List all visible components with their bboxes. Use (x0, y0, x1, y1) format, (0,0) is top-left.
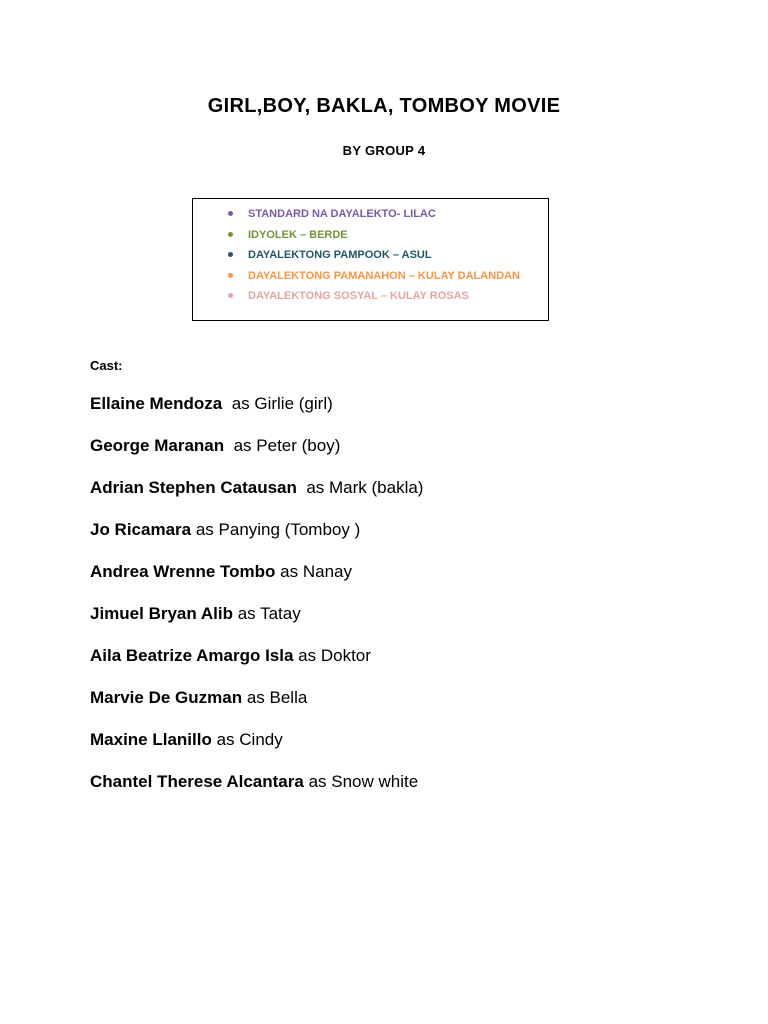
legend-item (193, 248, 520, 269)
cast-role: as Bella (242, 688, 308, 707)
bullet-icon (228, 273, 233, 278)
cast-actor-name: Jo Ricamara (90, 520, 192, 539)
document-subtitle: BY GROUP 4 (342, 143, 426, 158)
cast-actor-name: Adrian Stephen Catausan (90, 478, 297, 497)
cast-role: as Girlie (girl) (222, 394, 333, 413)
cast-role: as Snow white (303, 772, 419, 791)
cast-role: as Peter (boy) (224, 436, 341, 455)
cast-actor-name: Chantel Therese Alcantara (90, 772, 304, 791)
cast-row (90, 393, 423, 435)
legend-item (193, 207, 520, 228)
cast-role: as Nanay (275, 562, 352, 581)
legend-item-text: IDYOLEK – BERDE (248, 228, 348, 241)
cast-role: as Panying (Tomboy ) (191, 520, 361, 539)
cast-row (90, 519, 423, 561)
legend-item (193, 228, 520, 249)
bullet-icon (228, 293, 233, 298)
cast-role: as Doktor (293, 646, 371, 665)
legend-item (193, 269, 520, 290)
cast-row (90, 687, 423, 729)
cast-row (90, 771, 423, 813)
cast-row (90, 645, 423, 687)
legend-item-text: DAYALEKTONG SOSYAL – KULAY ROSAS (248, 290, 469, 303)
legend-item-text: DAYALEKTONG PAMANAHON – KULAY DALANDAN (248, 269, 520, 282)
cast-row (90, 477, 423, 519)
cast-role: as Tatay (232, 604, 301, 623)
cast-row (90, 603, 423, 645)
bullet-icon (228, 252, 233, 257)
cast-actor-name: Jimuel Bryan Alib (90, 604, 233, 623)
cast-row (90, 435, 423, 477)
cast-actor-name: Andrea Wrenne Tombo (90, 562, 276, 581)
bullet-icon (228, 211, 233, 216)
legend-item (193, 289, 520, 310)
cast-role: as Cindy (211, 730, 283, 749)
bullet-icon (228, 232, 233, 237)
cast-role: as Mark (bakla) (296, 478, 424, 497)
legend-item-text: STANDARD NA DAYALEKTO- LILAC (248, 208, 436, 220)
document-title: GIRL,BOY, BAKLA, TOMBOY MOVIE (207, 95, 561, 117)
cast-row (90, 729, 423, 771)
cast-actor-name: Aila Beatrize Amargo Isla (90, 646, 294, 665)
cast-heading: Cast: (90, 358, 123, 373)
cast-actor-name: Marvie De Guzman (90, 688, 243, 707)
dialect-legend-list (193, 207, 520, 310)
cast-actor-name: George Maranan (90, 436, 225, 455)
cast-list (90, 393, 423, 813)
cast-actor-name: Maxine Llanillo (90, 730, 212, 749)
dialect-legend-box (192, 198, 549, 321)
cast-actor-name: Ellaine Mendoza (90, 394, 223, 413)
cast-row (90, 561, 423, 603)
legend-item-text: DAYALEKTONG PAMPOOK – ASUL (248, 249, 432, 262)
